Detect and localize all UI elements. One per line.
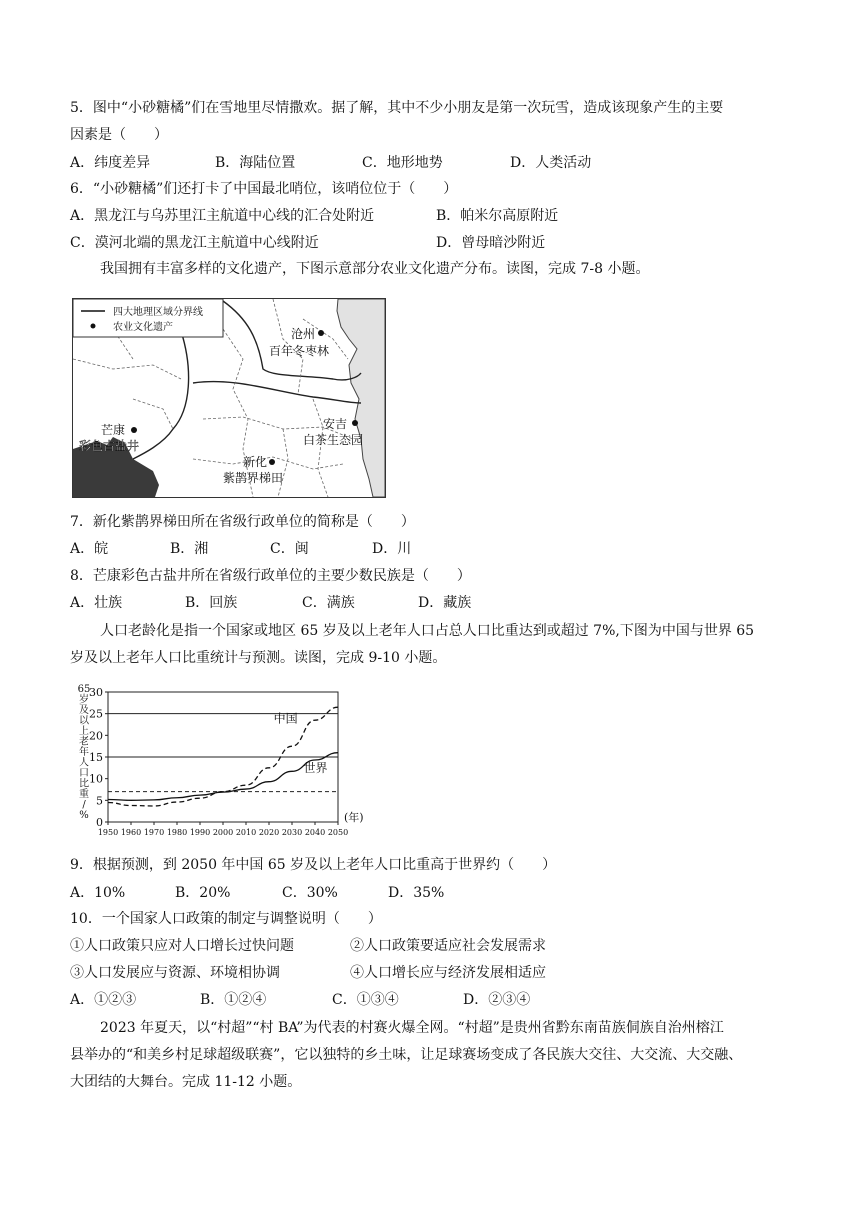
q7-option-c[interactable]: C．闽 xyxy=(270,541,309,557)
q10-statement-1: ①人口政策只应对人口增长过快问题 xyxy=(70,938,294,954)
y-axis-label-char: 及 xyxy=(79,705,89,716)
x-tick-label: 1950 xyxy=(97,828,119,837)
sea-area xyxy=(337,299,385,497)
y-axis-label-char: % xyxy=(79,810,89,821)
x-tick-label: 1990 xyxy=(189,828,211,837)
q10-statement-4: ④人口增长应与经济发展相适应 xyxy=(350,965,546,981)
q5-stem-line2: 因素是（ ） xyxy=(70,127,168,143)
q8-option-a[interactable]: A．壮族 xyxy=(70,595,123,611)
q10-option-a[interactable]: A．①②③ xyxy=(70,992,137,1008)
y-tick-label: 25 xyxy=(89,707,103,721)
q10-option-b[interactable]: B．①②④ xyxy=(200,992,267,1008)
q7-option-d[interactable]: D．川 xyxy=(372,541,412,557)
y-tick-label: 10 xyxy=(89,772,103,786)
map-svg xyxy=(73,299,385,497)
x-tick-label: 1960 xyxy=(120,828,142,837)
q8-option-d[interactable]: D．藏族 xyxy=(418,595,472,611)
q10-statement-3: ③人口发展应与资源、环境相协调 xyxy=(70,965,280,981)
site-name-cangzhou: 百年冬枣林 xyxy=(269,344,330,358)
y-axis-label-char: 老 xyxy=(79,736,89,748)
site-dot-anji xyxy=(352,420,358,426)
q5-option-b[interactable]: B．海陆位置 xyxy=(215,155,296,171)
site-place-anji: 安吉 xyxy=(323,417,348,431)
y-axis-label-char: 比 xyxy=(79,778,89,790)
q9-option-b[interactable]: B．20% xyxy=(175,885,231,901)
intro-9-10-line2: 岁及以上老年人口比重统计与预测。读图，完成 9-10 小题。 xyxy=(70,650,447,666)
y-tick-label: 15 xyxy=(89,751,103,764)
q6-option-a[interactable]: A．黑龙江与乌苏里江主航道中心线的汇合处附近 xyxy=(70,208,375,224)
site-name-xinhua: 紫鹊界梯田 xyxy=(223,471,284,485)
aging-chart-svg xyxy=(70,680,380,840)
site-place-xinhua: 新化 xyxy=(243,455,268,469)
series-label-china: 中国 xyxy=(273,711,298,726)
y-axis-label-char: 口 xyxy=(79,768,89,779)
site-name-mangkang: 彩色古盐井 xyxy=(79,439,140,453)
intro-11-12-line1: 2023 年夏天，以“村超”“村 BA”为代表的村赛火爆全网。“村超”是贵州省黔东南苗族侗族自治州榕江 xyxy=(100,1020,724,1036)
q5-option-c[interactable]: C．地形地势 xyxy=(362,155,443,171)
q10-option-c[interactable]: C．①③④ xyxy=(332,992,399,1008)
q7-option-b[interactable]: B．湘 xyxy=(170,541,209,557)
legend-boundary-label: 四大地理区域分界线 xyxy=(113,307,203,318)
q6-stem: 6．“小砂糖橘”们还打卡了中国最北哨位，该哨位位于（ ） xyxy=(70,181,458,197)
q8-option-b[interactable]: B．回族 xyxy=(185,595,238,611)
q8-option-c[interactable]: C．满族 xyxy=(302,595,355,611)
site-dot-xinhua xyxy=(269,459,275,465)
legend-heritage-label: 农业文化遗产 xyxy=(113,322,173,333)
y-axis-label-char: 上 xyxy=(79,726,89,737)
x-tick-label: 2040 xyxy=(304,828,326,837)
y-axis-label-char: / xyxy=(82,799,86,811)
region-boundary-line xyxy=(193,382,361,403)
q6-option-c[interactable]: C．漠河北端的黑龙江主航道中心线附近 xyxy=(70,235,319,251)
intro-7-8: 我国拥有丰富多样的文化遗产，下图示意部分农业文化遗产分布。读图，完成 7-8 小题。 xyxy=(100,261,650,277)
x-tick-label: 1980 xyxy=(166,828,188,837)
q9-option-c[interactable]: C．30% xyxy=(282,885,338,901)
series-line-1 xyxy=(108,753,338,801)
series-label-world: 世界 xyxy=(303,761,328,776)
intro-11-12-line3: 大团结的大舞台。完成 11-12 小题。 xyxy=(70,1074,302,1090)
x-tick-label: 2020 xyxy=(258,828,280,837)
q8-stem: 8．芒康彩色古盐井所在省级行政单位的主要少数民族是（ ） xyxy=(70,568,471,584)
x-tick-label: 2050 xyxy=(327,828,349,837)
q10-option-d[interactable]: D．②③④ xyxy=(463,992,531,1008)
site-dot-cangzhou xyxy=(318,330,324,336)
intro-9-10-line1: 人口老龄化是指一个国家或地区 65 岁及以上老年人口占总人口比重达到或超过 7%,下图为中国与世界 65 xyxy=(100,623,755,639)
x-tick-label: 2030 xyxy=(281,828,303,837)
x-axis-label: (年) xyxy=(344,811,364,824)
y-tick-label: 0 xyxy=(96,816,103,829)
y-axis-label-char: 岁 xyxy=(79,694,89,706)
x-tick-label: 2010 xyxy=(235,828,257,837)
q7-stem: 7．新化紫鹊界梯田所在省级行政单位的简称是（ ） xyxy=(70,514,415,530)
q7-option-a[interactable]: A．皖 xyxy=(70,541,109,557)
q9-option-d[interactable]: D．35% xyxy=(388,885,445,901)
site-place-mangkang: 芒康 xyxy=(101,423,126,437)
site-dot-mangkang xyxy=(131,427,137,433)
legend-dot-symbol xyxy=(91,324,96,329)
q9-option-a[interactable]: A．10% xyxy=(70,885,126,901)
y-tick-label: 30 xyxy=(89,686,103,699)
q10-statement-2: ②人口政策要适应社会发展需求 xyxy=(350,938,546,954)
y-tick-label: 5 xyxy=(96,794,103,808)
q5-option-d[interactable]: D．人类活动 xyxy=(510,155,592,171)
intro-11-12-line2: 县举办的“和美乡村足球超级联赛”，它以独特的乡土味，让足球赛场变成了各民族大交往、大交流、大交融、 xyxy=(70,1047,743,1063)
x-tick-label: 2000 xyxy=(212,828,234,837)
q6-option-b[interactable]: B．帕米尔高原附近 xyxy=(436,208,559,224)
site-name-anji: 白茶生态园 xyxy=(303,433,364,447)
y-tick-label: 20 xyxy=(89,729,103,743)
q10-stem: 10．一个国家人口政策的制定与调整说明（ ） xyxy=(70,911,382,927)
q5-stem-line1: 5．图中“小砂糖橘”们在雪地里尽情撒欢。据了解，其中不少小朋友是第一次玩雪，造成该现象产生的主要 xyxy=(70,100,724,116)
y-axis-label-char: 重 xyxy=(79,789,89,800)
y-axis-label-char: 年 xyxy=(79,747,89,758)
q5-option-a[interactable]: A．纬度差异 xyxy=(70,155,151,171)
heritage-map xyxy=(72,298,386,498)
y-axis-label-char: 65 xyxy=(77,684,91,695)
q9-stem: 9．根据预测，到 2050 年中国 65 岁及以上老年人口比重高于世界约（ ） xyxy=(70,857,557,873)
y-axis-label-char: 人 xyxy=(79,757,89,769)
q6-option-d[interactable]: D．曾母暗沙附近 xyxy=(436,235,546,251)
aging-chart xyxy=(70,680,380,840)
site-place-cangzhou: 沧州 xyxy=(291,327,316,341)
region-boundary-line xyxy=(133,331,189,459)
y-axis-label-char: 以 xyxy=(79,715,89,727)
x-tick-label: 1970 xyxy=(143,828,165,837)
